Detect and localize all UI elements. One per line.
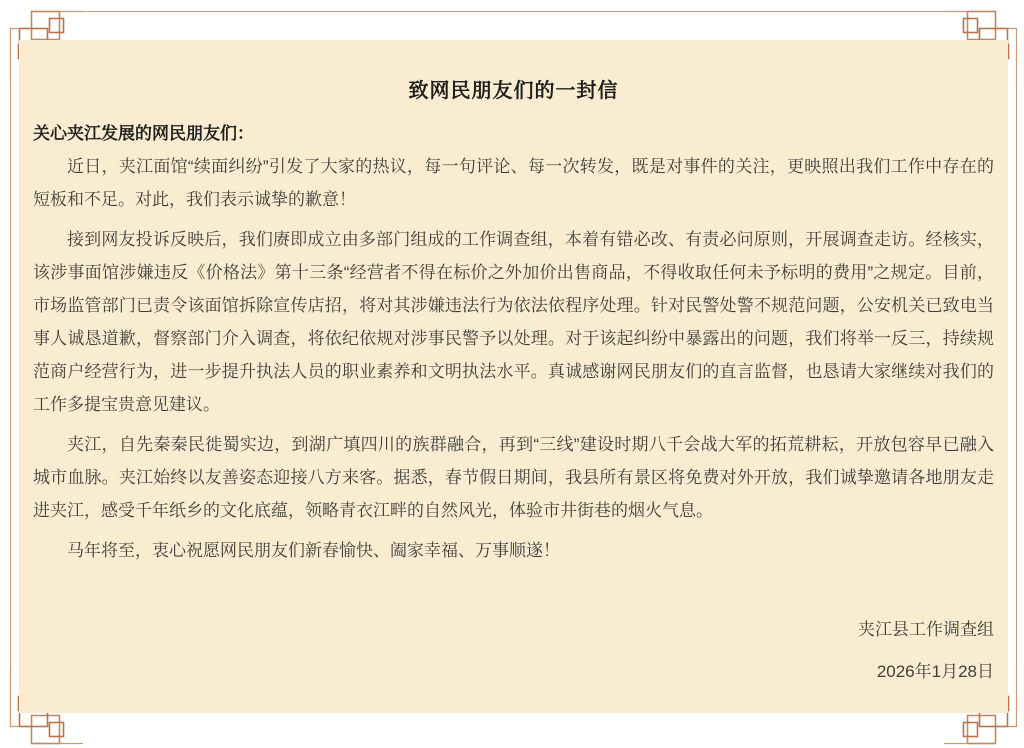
letter-title: 致网民朋友们的一封信 bbox=[408, 80, 619, 102]
letter-paragraph-3: 夹江，自先秦秦民徙蜀实边，到湖广填四川的族群融合，再到“三线”建设时期八千会战大军的拓荒耕耘，开放包容早已融入城市血脉。夹江始终以友善姿态迎接八方来客。据悉，春节假日期间，我县所有景区将免费对外开放，我们诚挚邀请各地朋友走进夹江，感受千年纸乡的文化底蕴，领略青衣江畔的自然风光，体验市井街巷的烟火气息。 bbox=[33, 435, 994, 520]
frame-border-left bbox=[10, 80, 11, 690]
letter-paragraph-4: 马年将至，衷心祝愿网民朋友们新春愉快、阖家幸福、万事顺遂！ bbox=[67, 541, 560, 560]
letter-salutation: 关心夹江发展的网民朋友们： bbox=[33, 124, 254, 143]
frame-border-right bbox=[1016, 80, 1017, 690]
letter-signature: 夹江县工作调查组 bbox=[858, 620, 994, 639]
letter-paragraph-1: 近日，夹江面馆“续面纠纷”引发了大家的热议，每一句评论、每一次转发，既是对事件的关注，更映照出我们工作中存在的短板和不足。对此，我们表示诚挚的歉意！ bbox=[33, 157, 994, 209]
frame-border-top bbox=[60, 11, 964, 12]
letter-signoff bbox=[33, 613, 994, 688]
letter-paragraph-2: 接到网友投诉反映后，我们赓即成立由多部门组成的工作调查组，本着有错必改、有责必问原则，开展调查走访。经核实，该涉事面馆涉嫌违反《价格法》第十三条“经营者不得在标价之外加价出售商品，不得收取任何未予标明的费用”之规定。目前，市场监管部门已责令该面馆拆除宣传店招，将对其涉嫌违法行为依法依程序处理。针对民警处警不规范问题，公安机关已致电当事人诚恳道歉，督察部门介入调查，将依纪依规对涉事民警予以处理。对于该起纠纷中暴露出的问题，我们将举一反三，持续规范商户经营行为，进一步提升执法人员的职业素养和文明执法水平。真诚感谢网民朋友们的直言监督，也恳请大家继续对我们的工作多提宝贵意见建议。 bbox=[33, 230, 994, 414]
letter-panel bbox=[19, 40, 1008, 713]
letter-date: 2026年1月28日 bbox=[876, 662, 994, 681]
